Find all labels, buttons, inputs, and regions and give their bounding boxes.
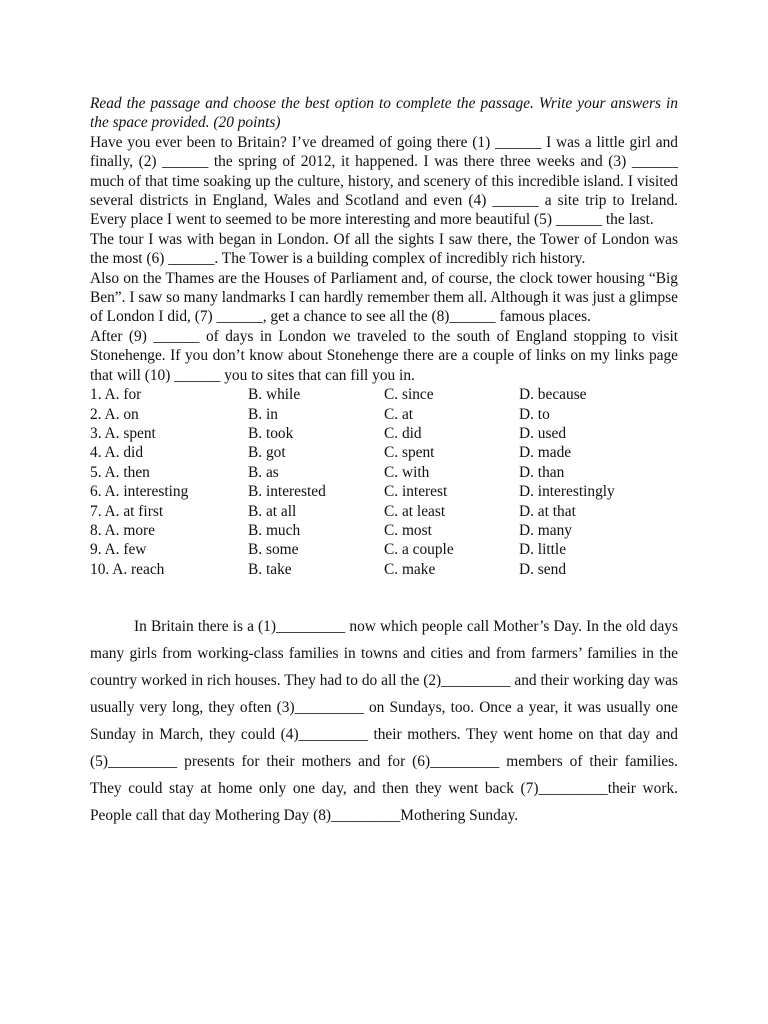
option-a: 6. A. interesting: [90, 483, 189, 501]
option-row: [90, 540, 678, 559]
option-d: D. little: [519, 541, 567, 559]
option-c: C. interest: [384, 483, 448, 501]
option-c: C. at: [384, 405, 414, 423]
option-a: 1. A. for: [90, 386, 142, 404]
option-a: 4. A. did: [90, 444, 144, 462]
options-table: [90, 385, 678, 579]
option-row: [90, 482, 678, 501]
option-d: D. made: [519, 444, 572, 462]
option-row: [90, 385, 678, 404]
option-row: [90, 502, 678, 521]
option-a: 10. A. reach: [90, 560, 165, 578]
option-d: D. than: [519, 463, 565, 481]
option-b: B. as: [248, 463, 279, 481]
option-row: [90, 521, 678, 540]
instructions: Read the passage and choose the best option to complete the passage. Write your answers in the space provided. (20 points): [90, 95, 678, 132]
option-row: [90, 463, 678, 482]
option-c: C. since: [384, 386, 434, 404]
option-b: B. while: [248, 386, 301, 404]
option-b: B. much: [248, 521, 301, 539]
option-b: B. got: [248, 444, 286, 462]
option-d: D. many: [519, 521, 573, 539]
option-row: [90, 424, 678, 443]
passage-paragraph: The tour I was with began in London. Of all the sights I saw there, the Tower of London was the most (6) ______. The Tower is a building complex of incredibly rich history.: [90, 230, 678, 268]
option-a: 3. A. spent: [90, 424, 156, 442]
option-a: 2. A. on: [90, 405, 139, 423]
passage-paragraph: Also on the Thames are the Houses of Parliament and, of course, the clock tower housing “Big Ben”. I saw so many landmarks I can hardly remember them all. Although it was just a glimpse of London I did, (7) ______, get a chance to see all the (8)______ famous places.: [90, 269, 678, 326]
option-c: C. spent: [384, 444, 435, 462]
passage-paragraph: After (9) ______ of days in London we traveled to the south of England stopping to visit Stonehenge. If you don’t know about Stonehenge there are a couple of links on my links page that will (10) ______ you to sites that can fill you in.: [90, 327, 678, 384]
cloze-passage: In Britain there is a (1)_________ now which people call Mother’s Day. In the old days many girls from working-class families in towns and cities and from farmers’ families in the country worked in rich houses. They had to do all the (2)_________ and their working day was usually very long, they often (3)_________ on Sundays, too. Once a year, it was usually one Sunday in March, they could (4)_________ their mothers. They went home on that day and (5)_________ presents for their mothers and for (6)_________ members of their families. They could stay at home only one day, and then they went back (7)_________their work. People call that day Mothering Day (8)_________Mothering Sunday.: [90, 618, 678, 824]
option-a: 9. A. few: [90, 541, 147, 559]
option-b: B. at all: [248, 502, 297, 520]
exercise-section-2: [90, 613, 678, 829]
option-b: B. take: [248, 560, 292, 578]
option-d: D. interestingly: [519, 483, 615, 501]
option-b: B. in: [248, 405, 278, 423]
option-b: B. interested: [248, 483, 326, 501]
exercise-section-1: [90, 94, 678, 579]
option-d: D. at that: [519, 502, 576, 520]
option-row: [90, 443, 678, 462]
option-row: [90, 405, 678, 424]
option-c: C. a couple: [384, 541, 454, 559]
option-d: D. because: [519, 386, 587, 404]
option-d: D. used: [519, 424, 567, 442]
option-b: B. took: [248, 424, 294, 442]
option-b: B. some: [248, 541, 299, 559]
option-row: [90, 560, 678, 579]
option-a: 8. A. more: [90, 521, 155, 539]
option-a: 7. A. at first: [90, 502, 164, 520]
option-c: C. make: [384, 560, 436, 578]
option-c: C. at least: [384, 502, 446, 520]
option-d: D. send: [519, 560, 567, 578]
option-d: D. to: [519, 405, 550, 423]
passage-paragraph: Have you ever been to Britain? I’ve dreamed of going there (1) ______ I was a little girl and finally, (2) ______ the spring of 2012, it happened. I was there three weeks and (3) ______ much of that time soaking up the culture, history, and scenery of this incredible island. I visited several districts in England, Wales and Scotland and even (4) ______ a site trip to Ireland. Every place I went to seemed to be more interesting and more beautiful (5) ______ the last.: [90, 133, 678, 229]
option-c: C. did: [384, 424, 422, 442]
option-a: 5. A. then: [90, 463, 150, 481]
option-c: C. with: [384, 463, 430, 481]
option-c: C. most: [384, 521, 432, 539]
